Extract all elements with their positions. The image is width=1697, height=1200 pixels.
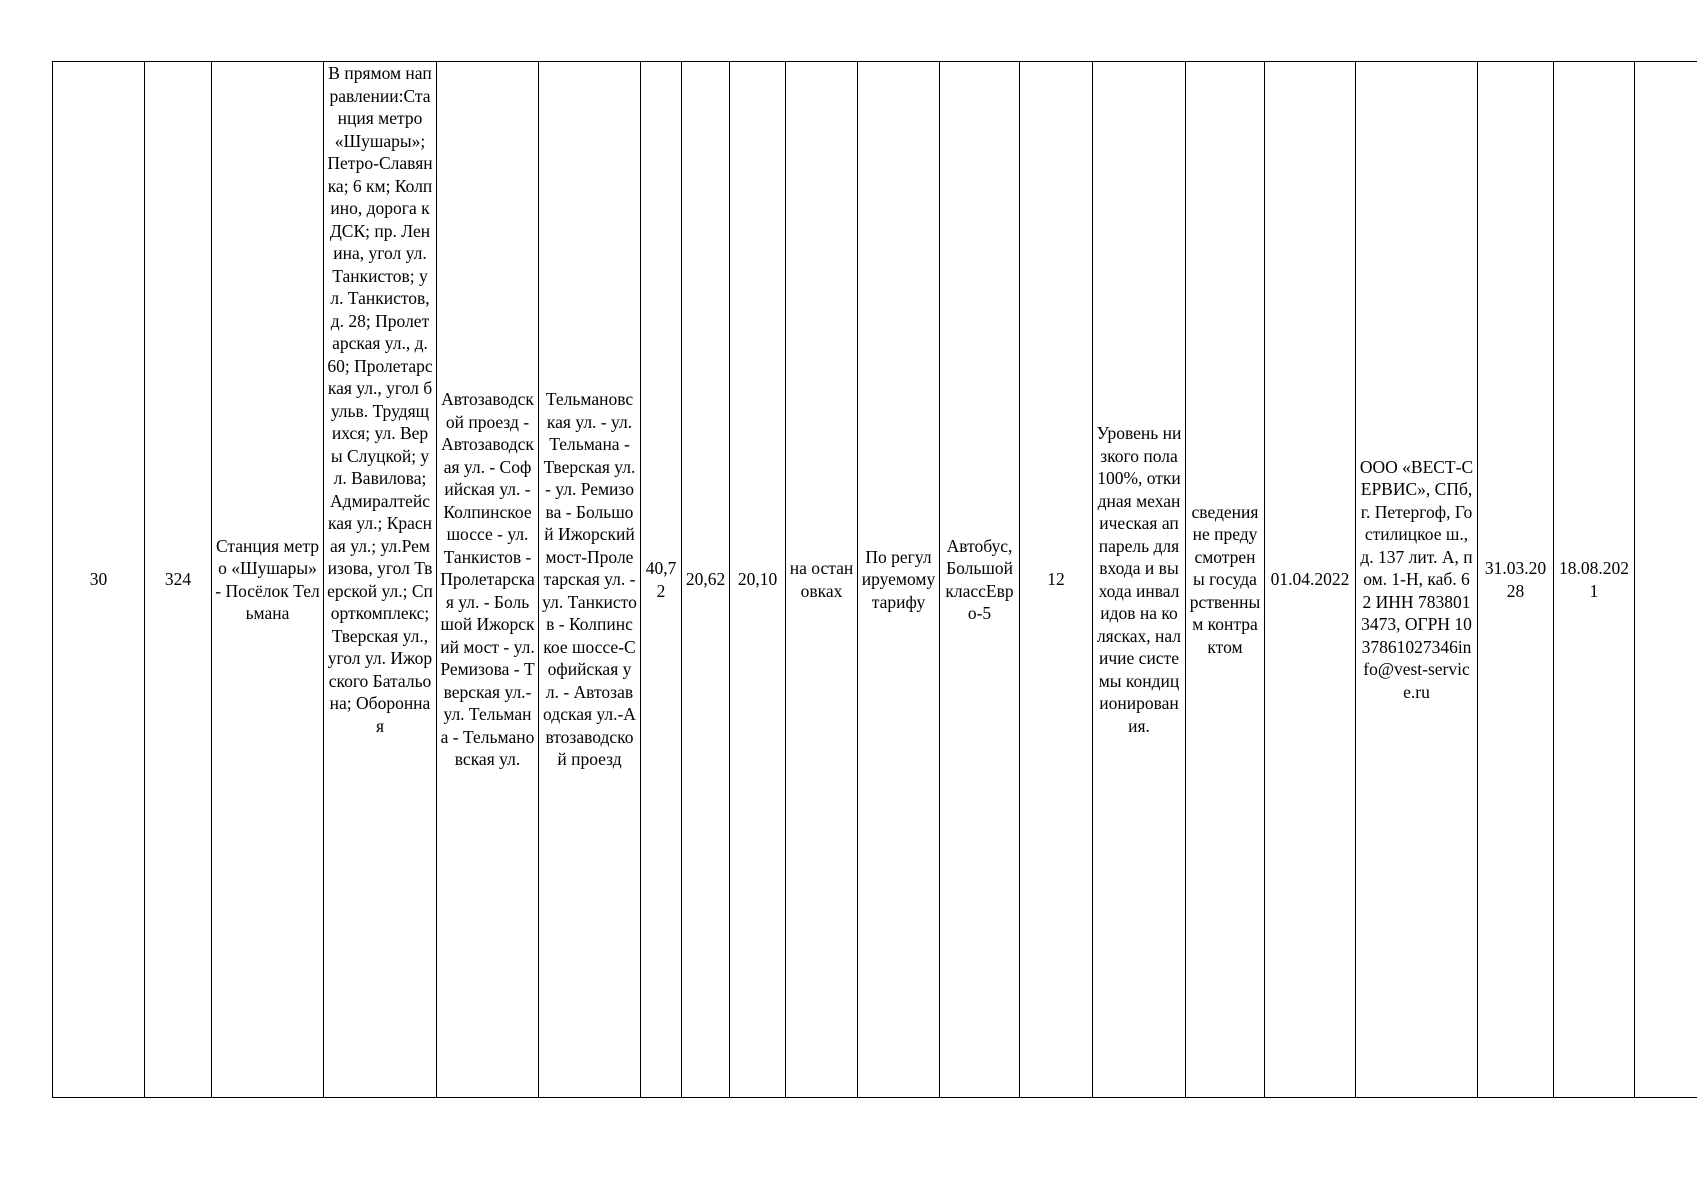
carrier-cell: ООО «ВЕСТ-СЕРВИС», СПб, г. Петергоф, Гостилицкое ш., д. 137 лит. А, пом. 1-Н, каб. 62 ИНН 7838013473, ОГРН 1037861027346info@vest-service.ru xyxy=(1356,62,1478,1098)
route-length-total-cell: 40,72 xyxy=(641,62,682,1098)
vehicle-count-cell: 12 xyxy=(1020,62,1093,1098)
registry-table xyxy=(52,61,1697,1098)
table-row xyxy=(53,62,1697,1098)
route-length-backward-cell: 20,10 xyxy=(730,62,786,1098)
empty-cell xyxy=(1635,62,1697,1098)
stops-forward-cell: В прямом направлении:Станция метро «Шушары»; Петро-Славянка; 6 км; Колпино, дорога к ДСК; пр. Ленина, угол ул. Танкистов; ул. Танкистов, д. 28; Пролетарская ул., д. 60; Пролетарская ул., угол бульв. Трудящихся; ул. Веры Слуцкой; ул. Вавилова; Адмиралтейская ул.; Красная ул.; ул.Ремизова, угол Тверской ул.; Спорткомплекс; Тверская ул., угол ул. Ижорского Батальона; Оборонная xyxy=(324,62,437,1098)
route-number-cell: 324 xyxy=(145,62,212,1098)
vehicle-features-cell: Уровень низкого пола 100%, откидная механическая аппарель для входа и выхода инвалидов на колясках, наличие системы кондиционирования. xyxy=(1093,62,1186,1098)
start-date-cell: 01.04.2022 xyxy=(1265,62,1356,1098)
tariff-type-cell: По регулируемому тарифу xyxy=(858,62,940,1098)
streets-forward-cell: Автозаводской проезд - Автозаводская ул. - Софийская ул. - Колпинское шоссе - ул. Танкистов - Пролетарская ул. - Большой Ижорский мост - ул. Ремизова - Тверская ул.- ул. Тельмана - Тельмановская ул. xyxy=(437,62,539,1098)
decision-date-cell: 18.08.2021 xyxy=(1554,62,1635,1098)
streets-backward-cell: Тельмановская ул. - ул. Тельмана - Тверская ул. - ул. Ремизова - Большой Ижорский мост-Пролетарская ул. - ул. Танкистов - Колпинское шоссе-Софийская ул. - Автозаводская ул.-Автозаводской проезд xyxy=(539,62,641,1098)
contract-info-cell: сведения не предусмотрены государственным контрактом xyxy=(1186,62,1265,1098)
end-date-cell: 31.03.2028 xyxy=(1478,62,1554,1098)
route-length-forward-cell: 20,62 xyxy=(682,62,730,1098)
vehicle-type-cell: Автобус, Большой классЕвро-5 xyxy=(940,62,1020,1098)
route-name-cell: Станция метро «Шушары» - Посёлок Тельмана xyxy=(212,62,324,1098)
row-number-cell: 30 xyxy=(53,62,145,1098)
boarding-order-cell: на остановках xyxy=(786,62,858,1098)
